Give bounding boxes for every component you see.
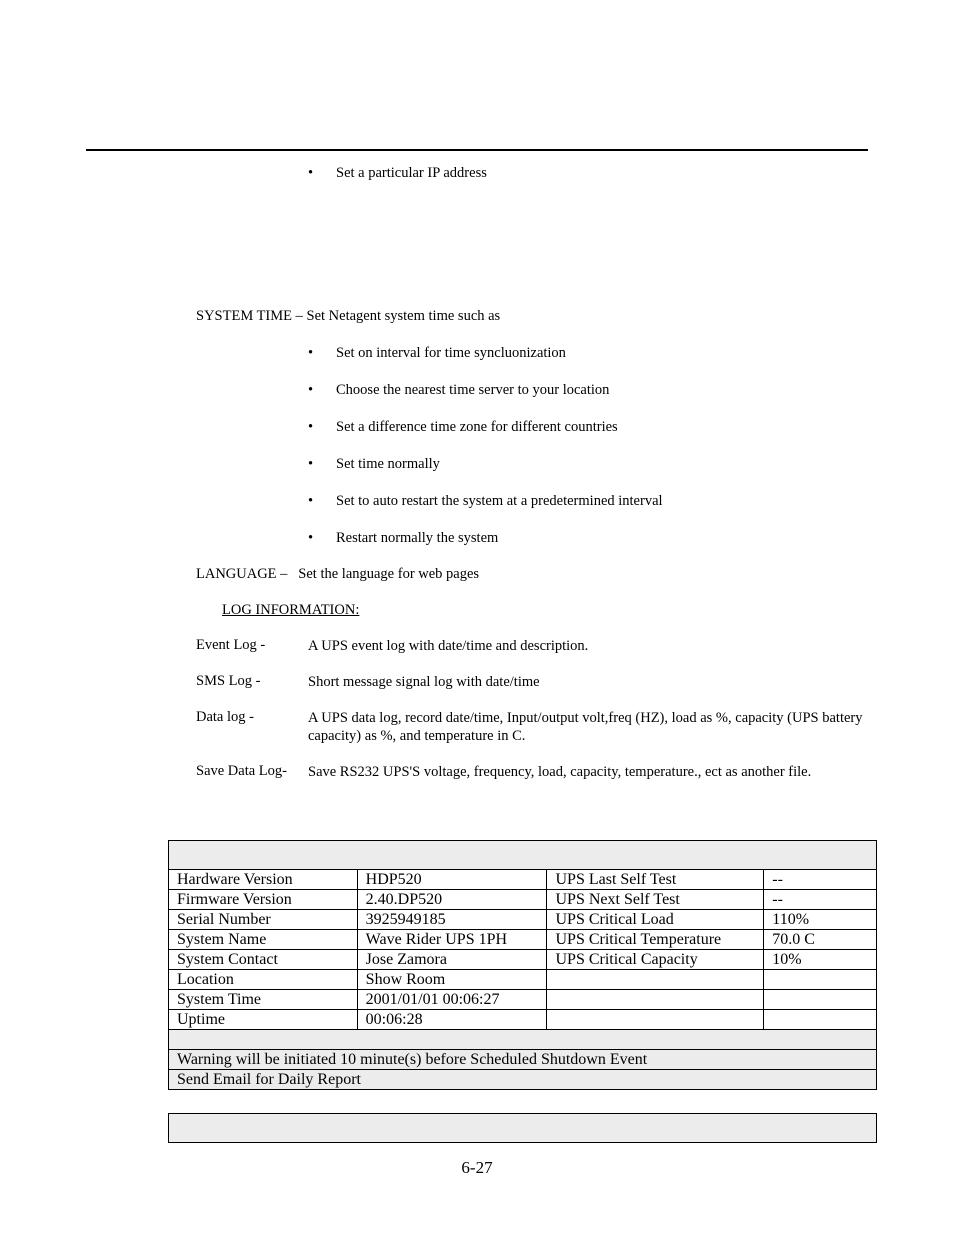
bullet-text: Set to auto restart the system at a predetermined interval: [336, 493, 663, 509]
bottom-empty-box: [168, 1113, 877, 1143]
log-information-heading: LOG INFORMATION:: [222, 602, 360, 618]
table-row: [169, 1010, 877, 1030]
table-cell: Show Room: [357, 970, 547, 990]
table-cell: [547, 990, 764, 1010]
table-cell: 110%: [764, 910, 877, 930]
log-label-sms: SMS Log -: [196, 673, 261, 689]
bullet-text: Choose the nearest time server to your location: [336, 382, 610, 398]
table-cell: Hardware Version: [169, 870, 358, 890]
table-cell: 00:06:28: [357, 1010, 547, 1030]
bullet-icon: •: [308, 530, 314, 546]
table-cell: 10%: [764, 950, 877, 970]
table-row: [169, 870, 877, 890]
table-header-cell: [169, 841, 877, 870]
table-cell: UPS Critical Temperature: [547, 930, 764, 950]
log-desc-save: Save RS232 UPS'S voltage, frequency, load, capacity, temperature., ect as another file.: [308, 764, 812, 780]
table-cell: Serial Number: [169, 910, 358, 930]
bullet-text: Set a difference time zone for different countries: [336, 419, 618, 435]
page-number: 6-27: [461, 1158, 493, 1177]
table-cell: HDP520: [357, 870, 547, 890]
table-cell: [547, 1010, 764, 1030]
table-row: [169, 910, 877, 930]
bullet-text: Restart normally the system: [336, 530, 499, 546]
table-cell: 2001/01/01 00:06:27: [357, 990, 547, 1010]
table-row: [169, 1070, 877, 1090]
table-spacer-cell: [169, 1030, 877, 1050]
table-cell: System Time: [169, 990, 358, 1010]
bullet-text: Set a particular IP address: [336, 165, 487, 181]
table-cell: 2.40.DP520: [357, 890, 547, 910]
table-row: [169, 1050, 877, 1070]
table-cell: --: [764, 890, 877, 910]
table-cell: Uptime: [169, 1010, 358, 1030]
log-label-save: Save Data Log-: [196, 763, 287, 779]
table-cell: Jose Zamora: [357, 950, 547, 970]
bullet-icon: •: [308, 345, 314, 361]
language-line: LANGUAGE – Set the language for web pages: [196, 566, 480, 582]
table-cell: Wave Rider UPS 1PH: [357, 930, 547, 950]
header-rule: [86, 149, 868, 151]
bullet-icon: •: [308, 419, 314, 435]
table-cell: [547, 970, 764, 990]
bullet-text: Set on interval for time syncluonization: [336, 345, 566, 361]
bullet-icon: •: [308, 456, 314, 472]
log-desc-data: A UPS data log, record date/time, Input/output volt,freq (HZ), load as %, capacity (UPS battery capacity) as %, and temperature in C.: [308, 710, 863, 744]
table-cell: System Name: [169, 930, 358, 950]
table-cell: 70.0 C: [764, 930, 877, 950]
table-cell: [764, 970, 877, 990]
table-cell: --: [764, 870, 877, 890]
daily-report-text: Send Email for Daily Report: [169, 1070, 877, 1090]
table-row: [169, 950, 877, 970]
table-row: [169, 930, 877, 950]
table-cell: [764, 990, 877, 1010]
log-label-data: Data log -: [196, 709, 254, 725]
table-cell: System Contact: [169, 950, 358, 970]
table-row: [169, 990, 877, 1010]
table-cell: [764, 1010, 877, 1030]
table-row: [169, 890, 877, 910]
table-cell: UPS Critical Capacity: [547, 950, 764, 970]
system-info-table: [168, 840, 877, 1090]
table-cell: UPS Critical Load: [547, 910, 764, 930]
bullet-icon: •: [308, 165, 314, 181]
system-time-heading: SYSTEM TIME – Set Netagent system time such as: [196, 308, 501, 324]
shutdown-warning-text: Warning will be initiated 10 minute(s) before Scheduled Shutdown Event: [169, 1050, 877, 1070]
table-row: [169, 970, 877, 990]
table-cell: UPS Next Self Test: [547, 890, 764, 910]
table-cell: Location: [169, 970, 358, 990]
bullet-text: Set time normally: [336, 456, 440, 472]
log-desc-sms: Short message signal log with date/time: [308, 674, 540, 690]
table-cell: Firmware Version: [169, 890, 358, 910]
table-header-row: [169, 841, 877, 870]
log-desc-event: A UPS event log with date/time and description.: [308, 638, 589, 654]
bullet-icon: •: [308, 382, 314, 398]
table-spacer-row: [169, 1030, 877, 1050]
bullet-icon: •: [308, 493, 314, 509]
log-label-event: Event Log -: [196, 637, 266, 653]
table-cell: UPS Last Self Test: [547, 870, 764, 890]
table-cell: 3925949185: [357, 910, 547, 930]
